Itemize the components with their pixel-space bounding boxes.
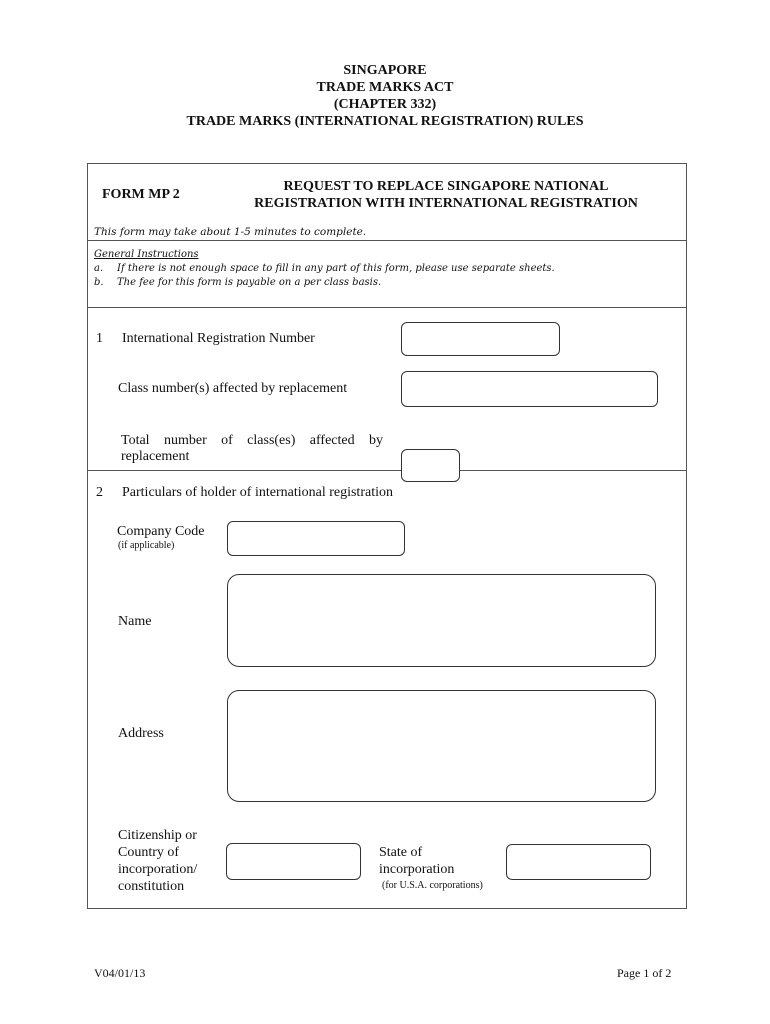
- total-classes-label-line1: Total number of class(es) affected by: [121, 433, 383, 448]
- address-field[interactable]: [227, 690, 656, 802]
- company-code-label: Company Code: [117, 524, 205, 539]
- instruction-marker: b.: [94, 277, 104, 288]
- form-title-line1: REQUEST TO REPLACE SINGAPORE NATIONAL: [283, 179, 609, 194]
- header-chapter: (CHAPTER 332): [333, 97, 437, 112]
- instruction-marker: a.: [94, 263, 104, 274]
- state-label-line1: State of: [379, 845, 423, 860]
- section2-number: 2: [96, 485, 103, 500]
- instruction-text: The fee for this form is payable on a per class basis.: [117, 277, 382, 288]
- total-classes-label-line2: replacement: [121, 449, 190, 464]
- section1-number: 1: [96, 331, 103, 346]
- divider: [88, 307, 686, 308]
- class-numbers-label: Class number(s) affected by replacement: [118, 381, 348, 396]
- instructions-heading: General Instructions: [94, 249, 199, 260]
- general-instructions: [94, 248, 674, 290]
- citizenship-field[interactable]: [226, 843, 361, 880]
- form-title-line2: REGISTRATION WITH INTERNATIONAL REGISTRATION: [254, 196, 638, 211]
- citizenship-label-line4: constitution: [118, 879, 185, 894]
- citizenship-label-line3: incorporation/: [118, 862, 198, 877]
- citizenship-label-line2: Country of: [118, 845, 180, 860]
- citizenship-label: [118, 827, 197, 895]
- document-header: [0, 62, 770, 130]
- divider: [88, 470, 686, 471]
- state-field[interactable]: [506, 844, 651, 880]
- class-numbers-field[interactable]: [401, 371, 658, 407]
- address-label: Address: [118, 726, 164, 741]
- section2-title: Particulars of holder of international registration: [122, 485, 393, 500]
- state-label-line2: incorporation: [379, 862, 455, 877]
- page-number: Page 1 of 2: [617, 966, 672, 980]
- instruction-item: [94, 262, 674, 276]
- state-note: (for U.S.A. corporations): [382, 880, 483, 891]
- header-country: SINGAPORE: [343, 63, 427, 78]
- instruction-text: If there is not enough space to fill in any part of this form, please use separate sheets.: [117, 263, 555, 274]
- company-code-field[interactable]: [227, 521, 405, 556]
- name-field[interactable]: [227, 574, 656, 667]
- form-container: [87, 163, 687, 909]
- instruction-item: [94, 276, 674, 290]
- ir-number-label: International Registration Number: [122, 331, 315, 346]
- name-label: Name: [118, 614, 152, 629]
- divider: [88, 240, 686, 241]
- citizenship-label-line1: Citizenship or: [118, 828, 197, 843]
- form-id: FORM MP 2: [102, 187, 180, 202]
- state-label: [379, 844, 454, 878]
- ir-number-field[interactable]: [401, 322, 560, 356]
- company-code-note: (if applicable): [118, 540, 175, 551]
- total-classes-field[interactable]: [401, 449, 460, 482]
- version-label: V04/01/13: [94, 966, 146, 980]
- header-rules: TRADE MARKS (INTERNATIONAL REGISTRATION) RULES: [186, 114, 584, 129]
- form-title: [228, 178, 664, 212]
- header-act: TRADE MARKS ACT: [316, 80, 454, 95]
- time-note: This form may take about 1-5 minutes to complete.: [94, 226, 367, 238]
